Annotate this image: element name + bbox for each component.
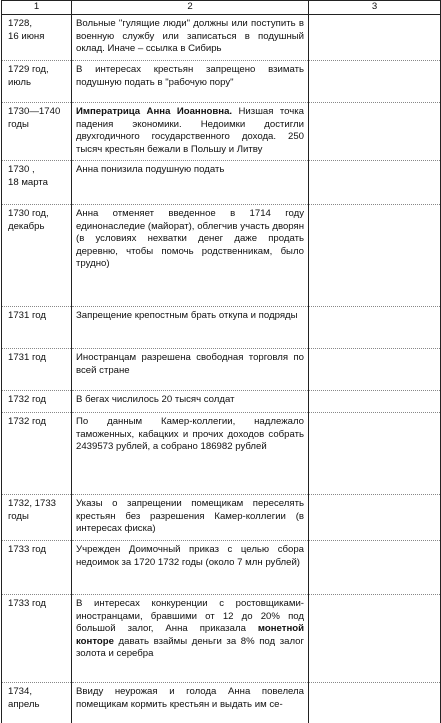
- notes-cell: [309, 61, 441, 103]
- date-cell: 1731 год: [2, 349, 72, 391]
- column-header-3: 3: [309, 1, 441, 15]
- event-cell: [72, 413, 309, 495]
- table-row: [2, 205, 441, 307]
- notes-cell: [309, 595, 441, 683]
- event-text: В интересах конкуренции с ростовщиками-иностранцами, бравшими от 12 до 20% под большой залог, Анна приказала: [76, 598, 304, 634]
- event-text: Запрещение крепостным брать откупа и подряды: [76, 310, 298, 321]
- date-cell: 1732 год: [2, 391, 72, 413]
- table-row: [2, 307, 441, 349]
- table-row: [2, 15, 441, 61]
- table-row: [2, 349, 441, 391]
- event-text: Низшая точка падения экономики. Недоимки достигли двухгодичного государственного дохода. 250 тысяч крестьян бежали в Польшу и Литву: [76, 106, 304, 155]
- table-row: [2, 595, 441, 683]
- event-cell: [72, 307, 309, 349]
- notes-cell: [309, 161, 441, 205]
- date-cell: 1730 , 18 марта: [2, 161, 72, 205]
- notes-cell: [309, 413, 441, 495]
- event-text: Вольные "гулящие люди" должны или поступить в военную службу или записаться в подушный оклад. Иначе – ссылка в Сибирь: [76, 18, 304, 54]
- notes-cell: [309, 683, 441, 723]
- event-cell: [72, 15, 309, 61]
- event-cell: [72, 595, 309, 683]
- date-cell: 1730—1740 годы: [2, 103, 72, 161]
- column-header-2: 2: [72, 1, 309, 15]
- event-bold-text: Императрица Анна Иоанновна.: [76, 106, 233, 117]
- date-cell: 1731 год: [2, 307, 72, 349]
- notes-cell: [309, 541, 441, 595]
- notes-cell: [309, 495, 441, 541]
- notes-cell: [309, 205, 441, 307]
- event-cell: [72, 495, 309, 541]
- notes-cell: [309, 103, 441, 161]
- table-row: [2, 161, 441, 205]
- column-header-1: 1: [2, 1, 72, 15]
- table-header-row: [2, 1, 441, 15]
- event-cell: [72, 161, 309, 205]
- event-text: Иностранцам разрешена свободная торговля по всей стране: [76, 352, 304, 376]
- date-cell: 1729 год, июль: [2, 61, 72, 103]
- event-cell: [72, 541, 309, 595]
- notes-cell: [309, 349, 441, 391]
- table-row: [2, 413, 441, 495]
- event-text: По данным Камер-коллегии, надлежало таможенных, кабацких и прочих доходов собрать 2439573 рублей, а собрано 186982 рублей: [76, 416, 304, 452]
- chronology-table: [1, 0, 441, 723]
- date-cell: 1728, 16 июня: [2, 15, 72, 61]
- date-cell: 1733 год: [2, 541, 72, 595]
- table-row: [2, 391, 441, 413]
- event-cell: [72, 391, 309, 413]
- event-cell: [72, 349, 309, 391]
- notes-cell: [309, 15, 441, 61]
- table-row: [2, 683, 441, 723]
- event-text: Анна понизила подушную подать: [76, 164, 225, 175]
- date-cell: 1730 год, декабрь: [2, 205, 72, 307]
- table-row: [2, 541, 441, 595]
- event-text: Учрежден Доимочный приказ с целью сбора недоимок за 1720 1732 годы (около 7 млн рублей): [76, 544, 304, 568]
- notes-cell: [309, 307, 441, 349]
- event-cell: [72, 61, 309, 103]
- event-text: Анна отменяет введенное в 1714 году единонаследие (майорат), облегчив участь дворян (в условиях нехватки денег даже продать деревню, чтобы помочь родственникам, было трудно): [76, 208, 304, 269]
- event-text: В интересах крестьян запрещено взимать подушную подать в "рабочую пору": [76, 64, 304, 88]
- event-bold-text: монетной конторе: [76, 623, 304, 647]
- event-cell: [72, 103, 309, 161]
- date-cell: 1733 год: [2, 595, 72, 683]
- event-text: Указы о запрещении помещикам переселять крестьян без разрешения Камер-коллегии (в интересах фиска): [76, 498, 304, 534]
- notes-cell: [309, 391, 441, 413]
- date-cell: 1732, 1733 годы: [2, 495, 72, 541]
- event-text: давать взаймы деньги за 8% под залог золота и серебра: [76, 635, 304, 659]
- table-row: [2, 495, 441, 541]
- date-cell: 1734, апрель: [2, 683, 72, 723]
- table-row: [2, 103, 441, 161]
- event-text: Ввиду неурожая и голода Анна повелела помещикам кормить крестьян и выдать им се-: [76, 686, 304, 710]
- event-text: В бегах числилось 20 тысяч солдат: [76, 394, 235, 405]
- event-cell: [72, 683, 309, 723]
- date-cell: 1732 год: [2, 413, 72, 495]
- event-cell: [72, 205, 309, 307]
- table-row: [2, 61, 441, 103]
